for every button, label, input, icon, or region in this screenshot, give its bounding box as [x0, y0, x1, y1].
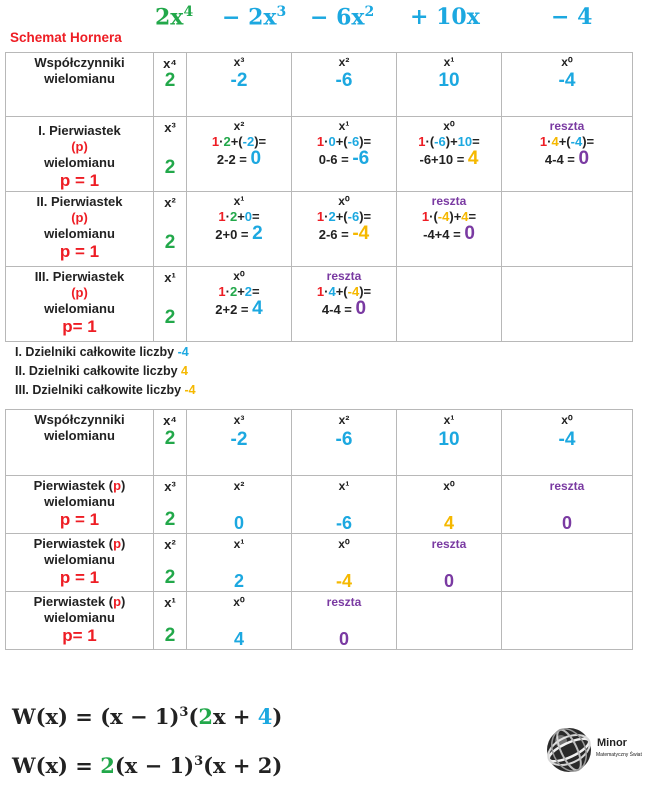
coefficient-value: 10	[438, 70, 460, 91]
label-text: Pierwiastek (p)	[33, 478, 126, 493]
remainder-label: reszta	[431, 537, 467, 551]
result-cell	[292, 592, 397, 650]
table-row-root-1	[6, 476, 633, 534]
calc-cell	[187, 117, 292, 192]
calc-cell	[397, 192, 502, 267]
table-row-coefficients	[6, 410, 633, 476]
power-label: x²	[164, 537, 176, 552]
label-text: wielomianu	[44, 226, 115, 241]
label-text: I. Pierwiastek	[38, 123, 121, 138]
remainder-label: reszta	[549, 119, 585, 133]
coefficient-value: -4	[558, 70, 576, 91]
power-label: x⁴	[163, 56, 177, 71]
remainder-label: reszta	[549, 479, 585, 493]
exponent-label: x¹	[338, 119, 350, 133]
calc-result: 2+0 = 2	[215, 223, 263, 244]
table-row-root-3	[6, 592, 633, 650]
label-text: wielomianu	[44, 610, 115, 625]
logo-subtitle: Matematyczny Świat	[596, 752, 642, 758]
leading-coefficient: 2	[164, 70, 176, 91]
calc-cell	[187, 267, 292, 342]
poly-term-5: − 4	[551, 4, 593, 30]
horner-table-summary	[5, 409, 633, 650]
power-cell	[154, 534, 187, 592]
label-text: wielomianu	[44, 301, 115, 316]
exponent-label: x⁰	[338, 194, 350, 208]
exponent-label: x³	[233, 413, 245, 427]
root-value: p = 1	[59, 242, 100, 261]
page-title: Schemat Hornera	[10, 30, 122, 45]
calc-result: 4-4 = 0	[321, 298, 367, 319]
calc-result: 2-6 = -4	[318, 223, 370, 244]
remainder-value: 0	[338, 629, 349, 649]
exponent-label: x¹	[233, 537, 245, 551]
remainder-value: 0	[561, 513, 572, 533]
globe-icon	[544, 725, 594, 775]
calc-cell	[292, 267, 397, 342]
exponent-label: x⁰	[443, 119, 455, 133]
result-cell	[502, 476, 633, 534]
table-row-root-1	[6, 117, 633, 192]
root-value: p = 1	[59, 568, 100, 587]
label-text: Współczynniki	[34, 412, 125, 427]
exponent-label: x¹	[443, 413, 455, 427]
calc-result: 0-6 = -6	[318, 148, 370, 169]
calc-cell	[187, 192, 292, 267]
calc-operation: 1·2+(-6)=	[316, 209, 372, 224]
empty-cell	[502, 534, 633, 592]
result-value: 4	[233, 629, 244, 649]
power-cell	[154, 476, 187, 534]
result-cell	[292, 534, 397, 592]
leading-coefficient: 2	[164, 307, 176, 328]
power-cell	[154, 410, 187, 476]
label-p: (p)	[71, 285, 88, 300]
horner-table-detailed	[5, 52, 633, 342]
exponent-label: x¹	[443, 55, 455, 69]
power-cell	[154, 53, 187, 117]
power-label: x¹	[164, 270, 176, 285]
coef-cell	[292, 410, 397, 476]
exponent-label: x²	[233, 119, 245, 133]
result-value: 2	[233, 571, 244, 591]
leading-coefficient: 2	[164, 567, 176, 588]
row-label	[6, 192, 154, 267]
calc-operation: 1·(-4)+4=	[421, 209, 477, 224]
power-cell	[154, 267, 187, 342]
remainder-label: reszta	[431, 194, 467, 208]
power-label: x²	[164, 195, 176, 210]
label-text: II. Pierwiastek	[36, 194, 123, 209]
coefficient-value: -2	[230, 70, 248, 91]
calc-operation: 1·2+(-2)=	[211, 134, 267, 149]
divisors-notes	[15, 343, 196, 400]
coef-cell	[502, 53, 633, 117]
calc-result: 4-4 = 0	[544, 148, 590, 169]
coefficient-value: -6	[335, 70, 353, 91]
exponent-label: x⁰	[233, 595, 245, 609]
result-cell	[292, 476, 397, 534]
poly-term-4: + 10x	[410, 4, 480, 30]
row-label	[6, 410, 154, 476]
calc-operation: 1·2+0=	[218, 209, 260, 224]
exponent-label: x¹	[233, 194, 245, 208]
power-label: x³	[164, 479, 176, 494]
exponent-label: x¹	[338, 479, 350, 493]
logo-name: Minor	[597, 737, 627, 749]
note-line: II. Dzielniki całkowite liczby 4	[15, 364, 188, 378]
note-line: III. Dzielniki całkowite liczby -4	[15, 383, 196, 397]
calc-cell	[292, 117, 397, 192]
exponent-label: x²	[338, 55, 350, 69]
label-text: Pierwiastek (p)	[33, 536, 126, 551]
formula-factored: $W(x) = (x - 1)^3(2x + 4)$	[12, 704, 283, 729]
minor-logo	[544, 725, 644, 775]
polynomial-header	[155, 4, 635, 34]
calc-cell	[502, 117, 633, 192]
exponent-label: x²	[233, 479, 245, 493]
poly-term-2: − $2x^3$	[222, 4, 287, 31]
coefficient-value: -6	[335, 429, 353, 450]
calc-cell	[292, 192, 397, 267]
row-label	[6, 534, 154, 592]
note-line: I. Dzielniki całkowite liczby -4	[15, 345, 189, 359]
calc-result: -4+4 = 0	[423, 223, 475, 244]
result-value: -6	[335, 513, 352, 533]
leading-coefficient: 2	[164, 625, 176, 646]
row-label	[6, 476, 154, 534]
leading-coefficient: 2	[164, 157, 176, 178]
power-label: x³	[164, 120, 176, 135]
power-cell	[154, 117, 187, 192]
root-value: p= 1	[62, 317, 97, 336]
result-cell	[187, 534, 292, 592]
power-cell	[154, 192, 187, 267]
result-cell	[187, 476, 292, 534]
coef-cell	[502, 410, 633, 476]
exponent-label: x²	[338, 413, 350, 427]
label-text: wielomianu	[44, 428, 115, 443]
label-text: wielomianu	[44, 552, 115, 567]
calc-operation: 1·4+(-4)=	[316, 284, 372, 299]
coefficient-value: 10	[438, 429, 460, 450]
coef-cell	[292, 53, 397, 117]
row-label	[6, 53, 154, 117]
power-label: x¹	[164, 595, 176, 610]
calc-operation: 1·2+2=	[218, 284, 260, 299]
calc-result: 2-2 = 0	[216, 148, 262, 169]
leading-coefficient: 2	[164, 509, 176, 530]
table-row-root-3	[6, 267, 633, 342]
poly-term-1: $2x^4$	[155, 4, 194, 31]
coef-cell	[187, 53, 292, 117]
label-text: wielomianu	[44, 71, 115, 86]
empty-cell	[502, 192, 633, 267]
coef-cell	[397, 53, 502, 117]
remainder-label: reszta	[326, 269, 362, 283]
calc-cell	[397, 117, 502, 192]
table-row-root-2	[6, 534, 633, 592]
coef-cell	[187, 410, 292, 476]
calc-operation: 1·(-6)+10=	[418, 134, 480, 149]
coefficient-value: -4	[558, 429, 576, 450]
label-text: wielomianu	[44, 494, 115, 509]
row-label	[6, 267, 154, 342]
empty-cell	[397, 267, 502, 342]
exponent-label: x⁰	[338, 537, 350, 551]
result-value: 4	[443, 513, 454, 533]
leading-coefficient: 2	[164, 428, 176, 449]
result-value: -4	[335, 571, 352, 591]
coef-cell	[397, 410, 502, 476]
remainder-value: 0	[443, 571, 454, 591]
root-value: p = 1	[59, 171, 100, 190]
result-cell	[397, 476, 502, 534]
calc-operation: 1·4+(-4)=	[539, 134, 595, 149]
poly-term-3: − $6x^2$	[310, 4, 375, 31]
formula-final: $W(x) = 2(x - 1)^3(x + 2)$	[12, 753, 283, 778]
empty-cell	[502, 267, 633, 342]
calc-result: 2+2 = 4	[215, 298, 263, 319]
result-cell	[187, 592, 292, 650]
empty-cell	[502, 592, 633, 650]
label-text: wielomianu	[44, 155, 115, 170]
calc-operation: 1·0+(-6)=	[316, 134, 372, 149]
label-p: (p)	[71, 139, 88, 154]
empty-cell	[397, 592, 502, 650]
power-label: x⁴	[163, 413, 177, 428]
row-label	[6, 592, 154, 650]
power-cell	[154, 592, 187, 650]
table-row-root-2	[6, 192, 633, 267]
exponent-label: x⁰	[561, 55, 573, 69]
exponent-label: x⁰	[561, 413, 573, 427]
row-label	[6, 117, 154, 192]
label-text: Współczynniki	[34, 55, 125, 70]
label-text: III. Pierwiastek	[34, 269, 125, 284]
remainder-label: reszta	[326, 595, 362, 609]
root-value: p = 1	[59, 510, 100, 529]
calc-result: -6+10 = 4	[419, 148, 479, 169]
exponent-label: x³	[233, 55, 245, 69]
label-p: (p)	[71, 210, 88, 225]
exponent-label: x⁰	[233, 269, 245, 283]
exponent-label: x⁰	[443, 479, 455, 493]
leading-coefficient: 2	[164, 232, 176, 253]
result-cell	[397, 534, 502, 592]
root-value: p= 1	[62, 626, 97, 645]
coefficient-value: -2	[230, 429, 248, 450]
result-value: 0	[233, 513, 244, 533]
label-text: Pierwiastek (p)	[33, 594, 126, 609]
table-row-coefficients	[6, 53, 633, 117]
